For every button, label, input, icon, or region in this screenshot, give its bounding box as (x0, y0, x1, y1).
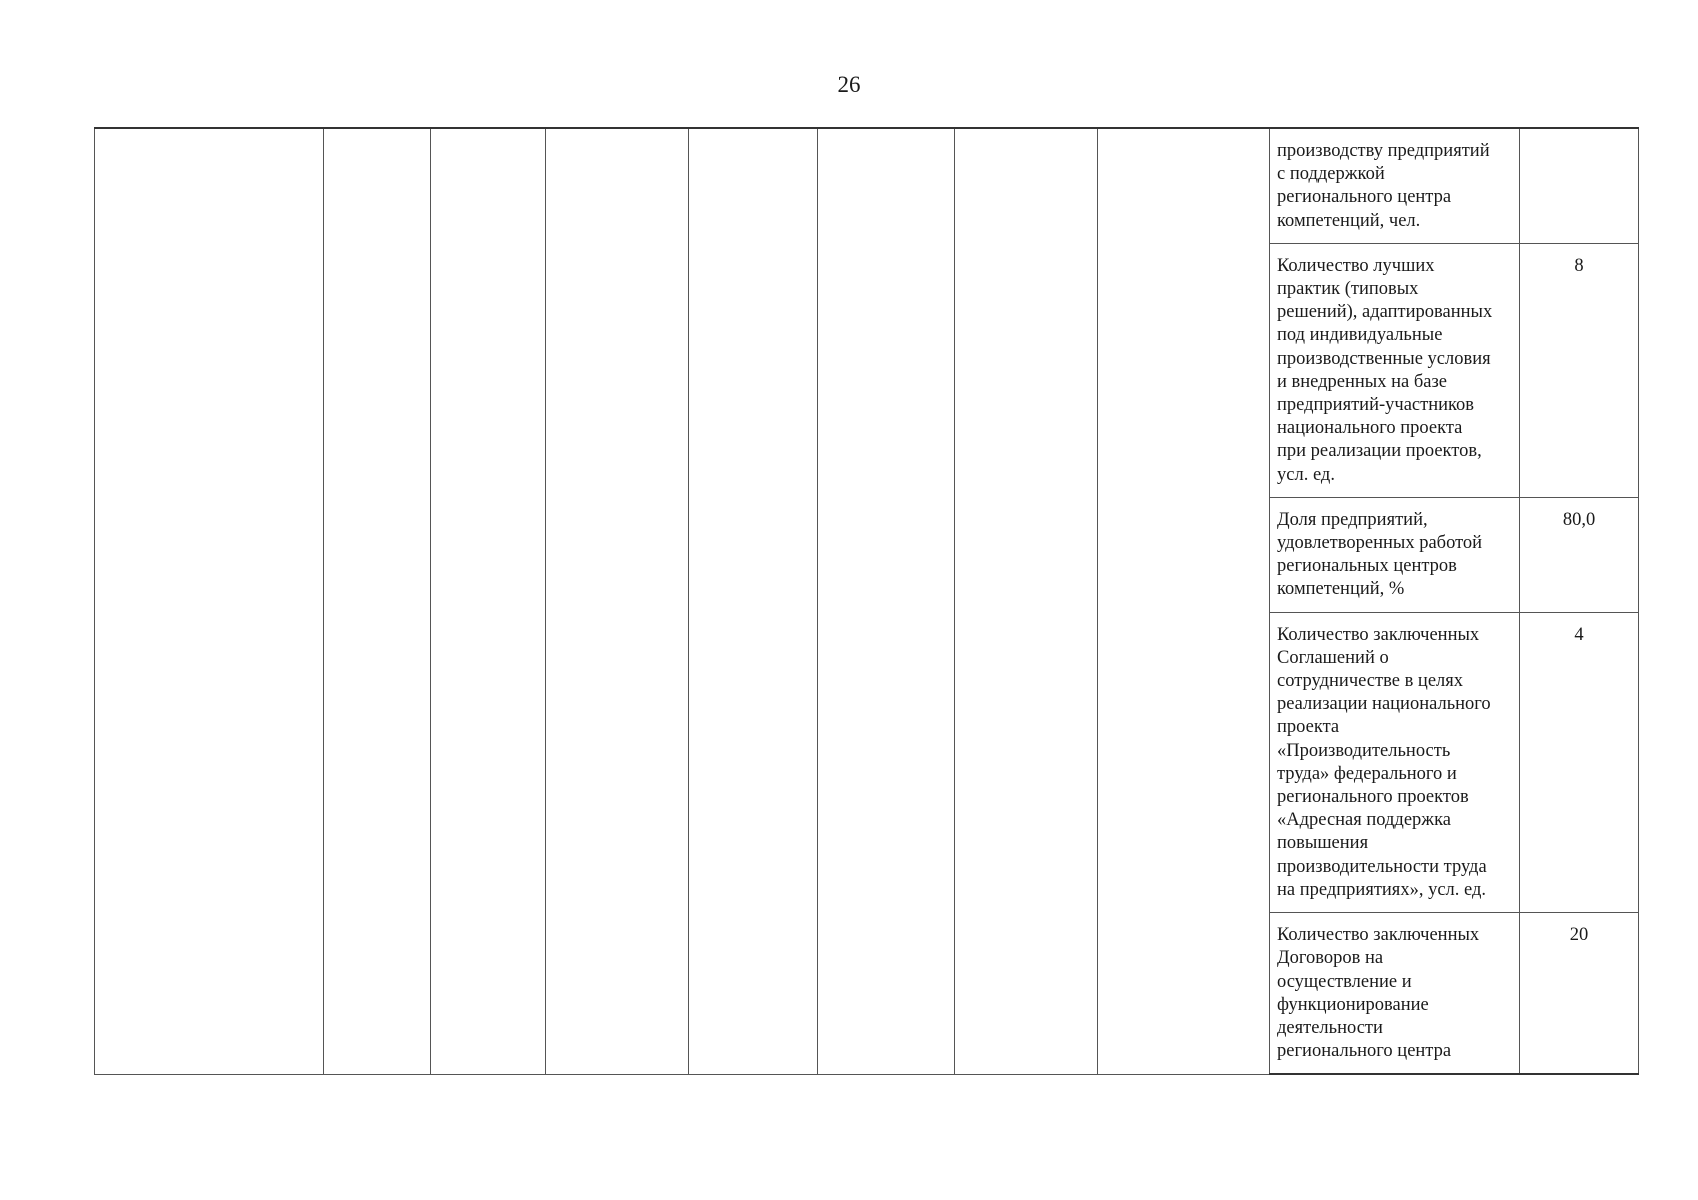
empty-column-2 (324, 128, 431, 1074)
page-number: 26 (837, 72, 861, 97)
indicator-name-cell: производству предприятий с поддержкой регионального центра компетенций, чел. (1270, 128, 1520, 243)
indicator-name-cell: Количество заключенных Договоров на осуществление и функционирование деятельности регионального центра (1270, 913, 1520, 1075)
empty-column-3 (431, 128, 546, 1074)
indicator-value-cell (1520, 128, 1639, 243)
empty-column-8 (1098, 128, 1270, 1074)
indicator-value-cell: 80,0 (1520, 497, 1639, 612)
empty-column-1 (95, 128, 324, 1074)
indicator-name-cell: Количество лучших практик (типовых решений), адаптированных под индивидуальные производственные условия и внедренных на базе предприятий-участников национального проекта при реализации проектов, усл. ед. (1270, 243, 1520, 497)
indicator-value-cell: 20 (1520, 913, 1639, 1075)
indicator-name-cell: Количество заключенных Соглашений о сотрудничестве в целях реализации национального проекта «Производительность труда» федерального и регионального проектов «Адресная поддержка повышения производительности труда на предприятиях», усл. ед. (1270, 612, 1520, 912)
empty-column-7 (955, 128, 1098, 1074)
indicator-value-cell: 4 (1520, 612, 1639, 912)
empty-column-5 (689, 128, 818, 1074)
empty-column-6 (818, 128, 955, 1074)
empty-column-4 (546, 128, 689, 1074)
indicator-table (94, 127, 1639, 1075)
indicator-name-cell: Доля предприятий, удовлетворенных работой региональных центров компетенций, % (1270, 497, 1520, 612)
indicator-value-cell: 8 (1520, 243, 1639, 497)
table-row (95, 128, 1639, 243)
